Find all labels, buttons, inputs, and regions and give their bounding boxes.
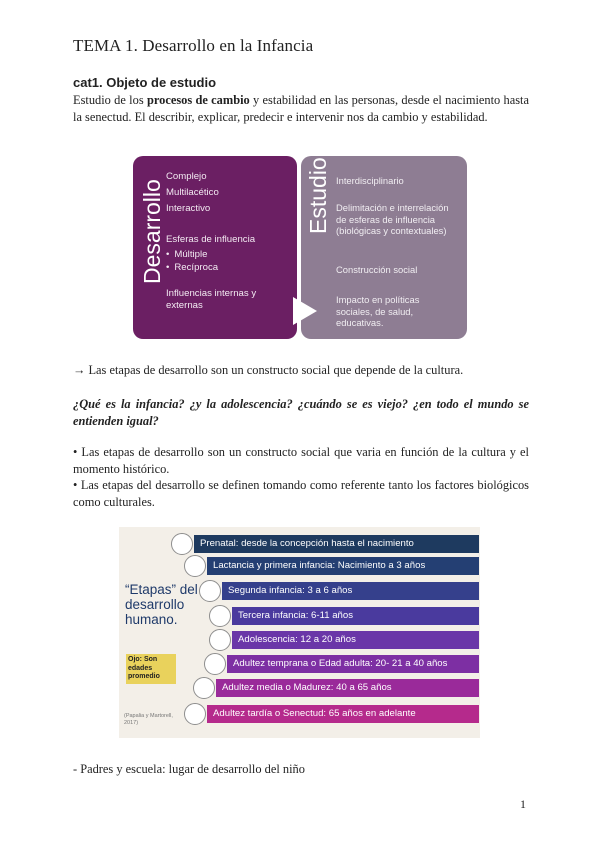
stage-marker [209,629,231,651]
stage-marker [184,555,206,577]
bullet-text: • Las etapas de desarrollo son un constructo social que varia en función de la cultura y el momento histórico. [73,445,529,476]
desarrollo-title: Desarrollo [139,179,165,284]
questions-text: ¿Qué es la infancia? ¿y la adolescencia? ¿cuándo se es viejo? ¿en todo el mundo se entienden igual? [73,397,529,428]
estudio-item: Impacto en políticas sociales, de salud, educativas. [336,294,420,328]
estudio-panel [301,156,467,339]
arrow-icon [293,297,317,325]
desarrollo-item: Multilacético [166,187,219,198]
desarrollo-item: Interactivo [166,203,211,214]
stage-marker [184,703,206,725]
stage-bar: Adultez media o Madurez: 40 a 65 años [216,679,479,697]
etapas-heading: “Etapas” del desarrollo humano. [125,582,198,627]
page-title: TEMA 1. Desarrollo en la Infancia [73,36,314,55]
estudio-title: Estudio [305,157,331,234]
page-number: 1 [520,797,526,811]
stage-marker [199,580,221,602]
stage-marker [204,653,226,675]
desarrollo-panel [133,156,297,339]
stage-bar: Adultez tardía o Senectud: 65 años en adelante [207,705,479,723]
etapas-diagram [119,527,480,738]
section-heading: cat1. Objeto de estudio [73,75,217,90]
esferas-label: Esferas de influencia [166,234,256,245]
bullet-text: • Las etapas del desarrollo se definen tomando como referente tanto los factores biológicos como culturales. [73,478,529,509]
stage-bar: Tercera infancia: 6-11 años [232,607,479,625]
estudio-item: Interdisciplinario [336,175,404,186]
stage-bar: Adultez temprana o Edad adulta: 20- 21 a 40 años [227,655,479,673]
footer-line: - Padres y escuela: lugar de desarrollo del niño [73,762,305,776]
stage-marker [171,533,193,555]
ojo-note: Ojo: Son edades promedio [126,654,176,684]
intro-paragraph: Estudio de los procesos de cambio y estabilidad en las personas, desde el nacimiento hasta la senectud. El describir, explicar, predecir e intervenir nos da cambio y estabilidad. [73,93,529,124]
stage-bar: Prenatal: desde la concepción hasta el nacimiento [194,535,479,553]
esferas-bullet: • Recíproca [166,262,218,274]
stage-marker [209,605,231,627]
stage-bar: Adolescencia: 12 a 20 años [232,631,479,649]
esferas-bullet: • Múltiple [166,249,207,261]
influencias-label: Influencias internas y externas [166,288,257,311]
highlight-text: procesos de cambio [146,93,250,107]
stage-bar: Lactancia y primera infancia: Nacimiento a 3 años [207,557,479,575]
estudio-item: Construcción social [336,264,418,275]
desarrollo-item: Complejo [166,171,207,182]
desarrollo-estudio-diagram [133,156,467,339]
estudio-item: Delimitación e interrelación de esferas de influencia (biológicas y contextuales) [336,202,449,236]
citation: (Papalia y Martorell, 2017) [124,713,173,726]
stage-marker [193,677,215,699]
stage-bar: Segunda infancia: 3 a 6 años [222,582,479,600]
note-line: → Las etapas de desarrollo son un constructo social que depende de la cultura. [73,363,464,377]
